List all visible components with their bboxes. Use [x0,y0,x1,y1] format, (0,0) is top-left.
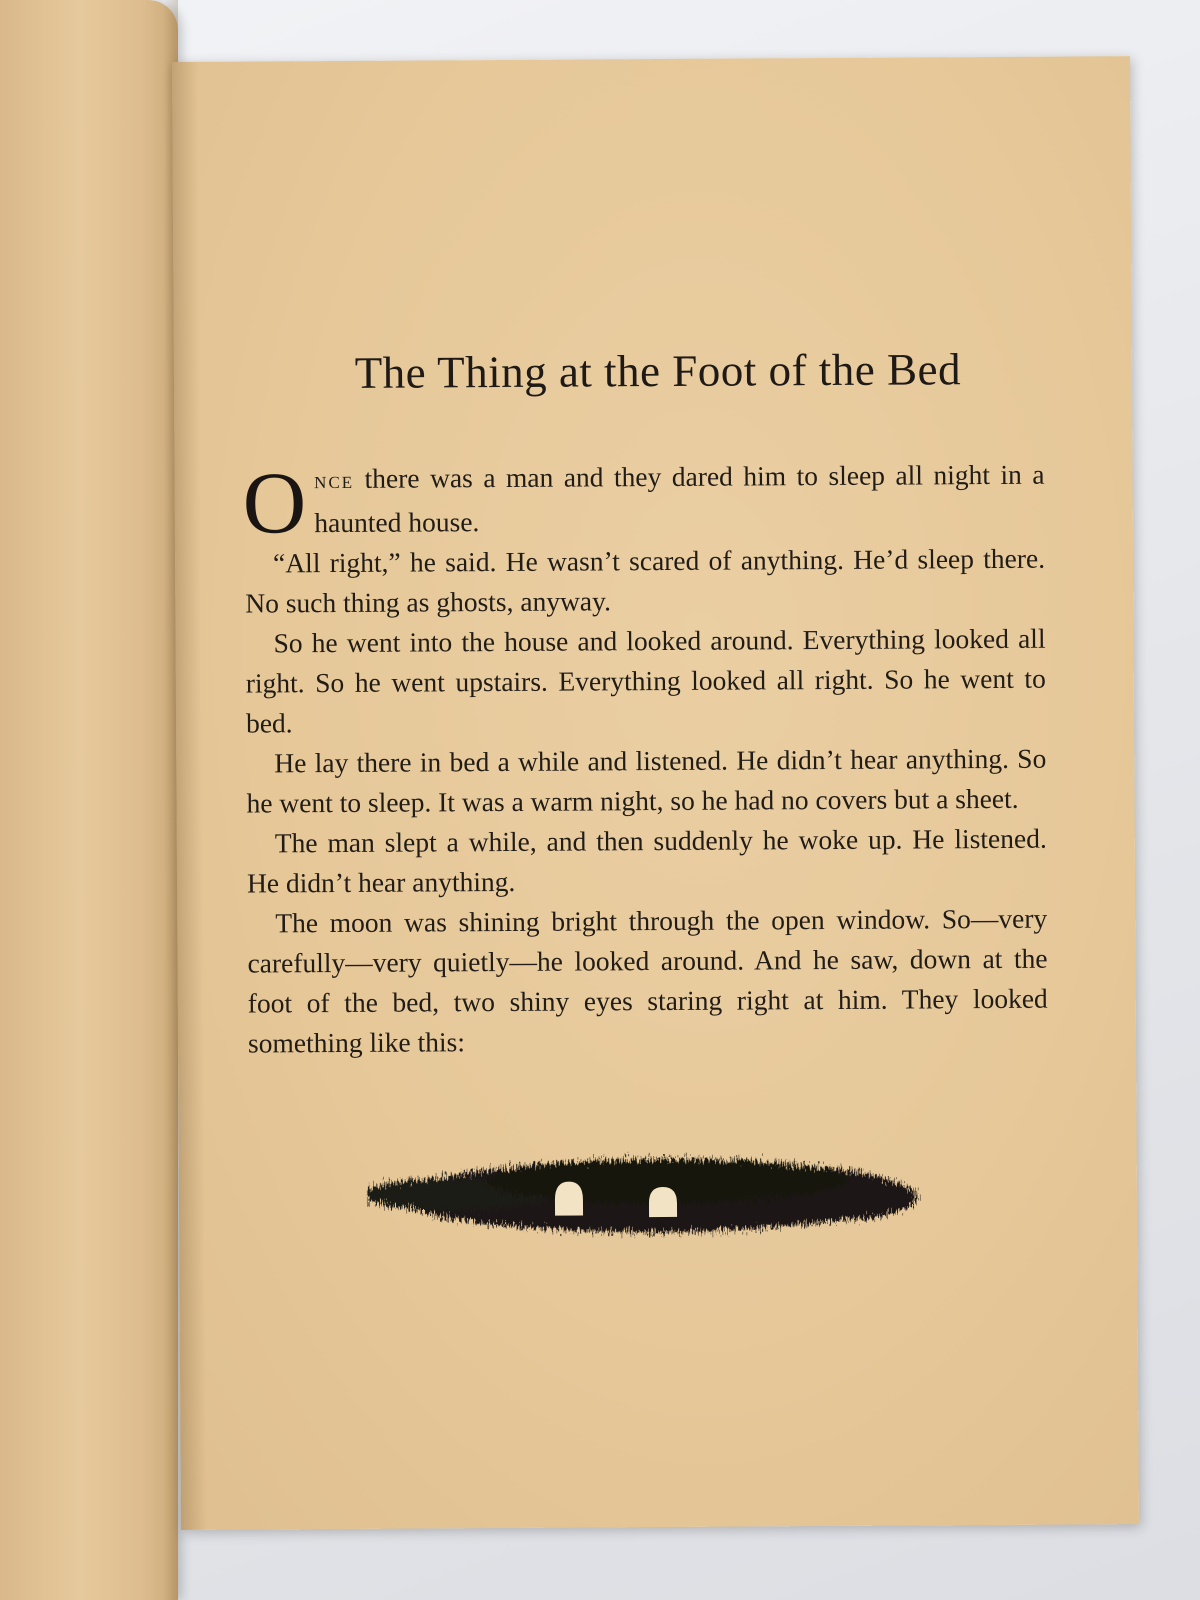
chapter-title: The Thing at the Foot of the Bed [354,344,962,398]
drop-cap-letter: O [242,455,307,553]
shiny-eyes-illustration [367,1139,928,1252]
paragraph-1-text: there was a man and they dared him to sleep all night in a haunted house. [314,458,1045,539]
paragraph-2: “All right,” he said. He wasn’t scared of anything. He’d sleep there. No such thing as ghosts, anyway. [245,542,1046,619]
paragraph-3: So he went into the house and looked around. Everything looked all right. So he went upstairs. Everything looked all right. So he went to bed. [245,622,1046,739]
left-eye [555,1182,583,1216]
dark-smudge [367,1157,918,1233]
paragraph-6: The moon was shining bright through the open window. So—very carefully—very quietly—he looked around. And he saw, down at the foot of the bed, two shiny eyes staring right at him. They looked something like this: [247,902,1048,1059]
story-text [244,455,1048,1064]
paragraph-5: The man slept a while, and then suddenly he woke up. He listened. He didn’t hear anything. [246,822,1047,899]
paragraph-1 [242,455,1045,553]
right-eye [649,1187,677,1217]
book-page [172,56,1139,1530]
paragraph-4: He lay there in bed a while and listened. He didn’t hear anything. So he went to sleep. It was a warm night, so he had no covers but a sheet. [246,742,1047,819]
facing-page-left [0,0,178,1600]
small-caps-lead: NCE [314,472,355,493]
